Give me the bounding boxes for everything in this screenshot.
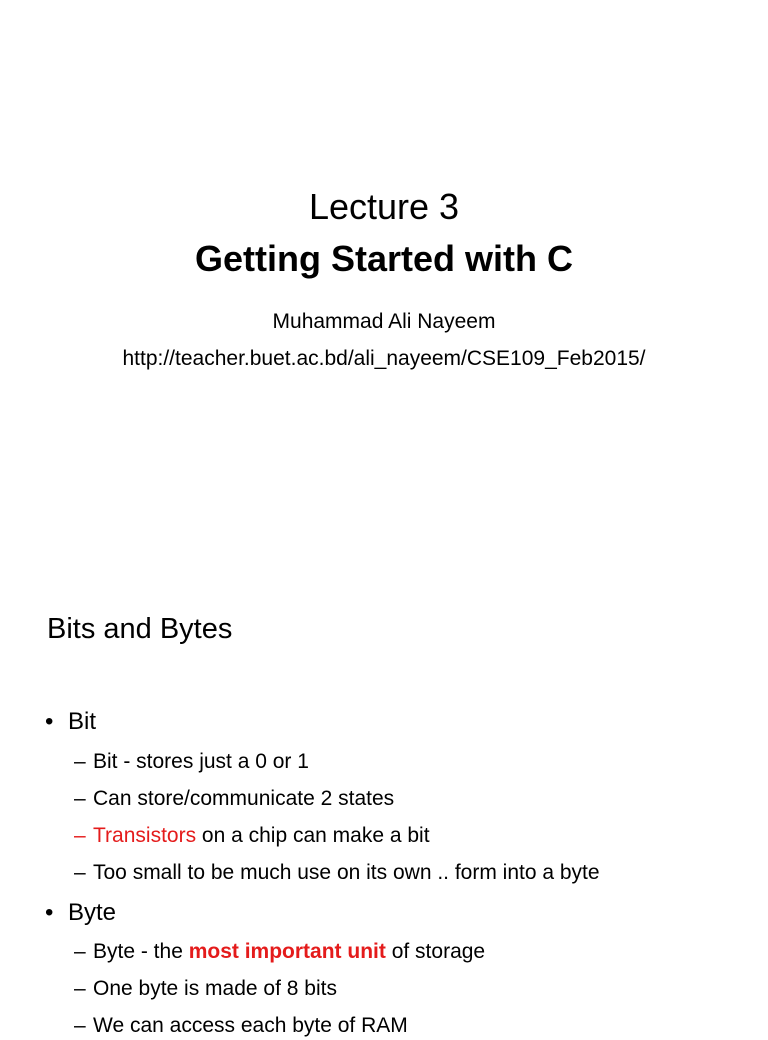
sub-item-text: on a chip can make a bit	[196, 824, 430, 847]
highlight-most-important-unit: most important unit	[188, 940, 386, 963]
slide-heading: Bits and Bytes	[47, 613, 233, 645]
author-name: Muhammad Ali Nayeem	[272, 310, 496, 333]
dash: –	[74, 940, 86, 963]
sub-item	[74, 785, 394, 813]
dash: –	[74, 1014, 86, 1037]
sub-item	[74, 859, 600, 887]
sub-item	[74, 975, 337, 1003]
bullet-bit	[45, 707, 96, 737]
bullet-dot: •	[45, 708, 54, 735]
bullet-label: Byte	[68, 899, 117, 926]
sub-item	[74, 822, 430, 850]
bullet-byte	[45, 898, 116, 928]
sub-item	[74, 748, 309, 776]
sub-item-text: We can access each byte of RAM	[93, 1014, 408, 1037]
sub-item-text: Byte - the	[93, 940, 189, 963]
dash: –	[74, 977, 86, 1000]
course-url: http://teacher.buet.ac.bd/ali_nayeem/CSE109_Feb2015/	[122, 347, 646, 370]
sub-item-text: One byte is made of 8 bits	[93, 977, 337, 1000]
dash: –	[74, 750, 86, 773]
sub-item	[74, 938, 485, 966]
dash: –	[74, 787, 86, 810]
sub-item-text: Bit - stores just a 0 or 1	[93, 750, 309, 773]
sub-item-text: Too small to be much use on its own .. form into a byte	[93, 861, 600, 884]
dash: –	[74, 824, 86, 847]
content-slide	[0, 576, 768, 1037]
dash: –	[74, 861, 86, 884]
lecture-number: Lecture 3	[308, 186, 460, 227]
sub-item-text: of storage	[385, 940, 486, 963]
sub-item-cut-off	[74, 1012, 408, 1040]
sub-item-text: Can store/communicate 2 states	[93, 787, 395, 810]
highlight-transistors: Transistors	[93, 824, 197, 847]
lecture-title: Getting Started with C	[195, 238, 573, 279]
bullet-label: Bit	[68, 708, 97, 735]
bullet-dot: •	[45, 899, 54, 926]
